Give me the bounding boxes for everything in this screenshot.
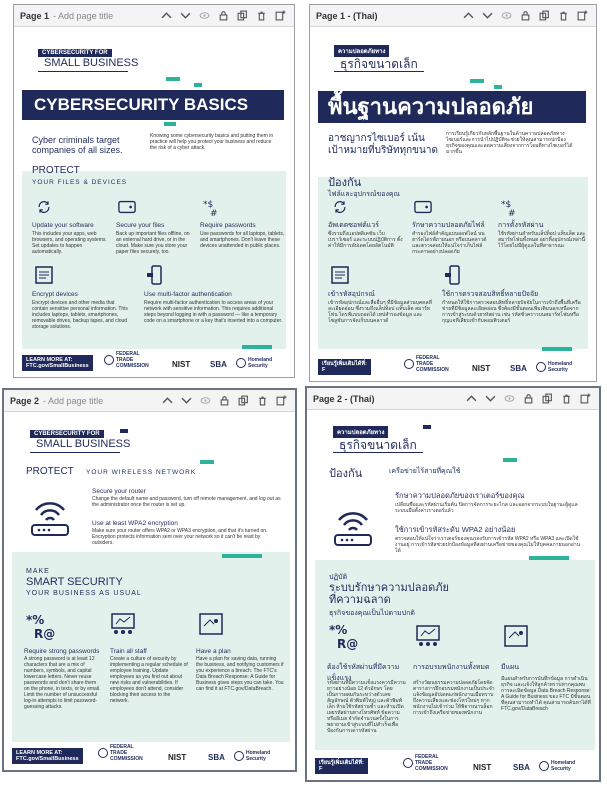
dhs-seal-icon: [536, 362, 546, 372]
item-text: สร้างวัฒนธรรมความปลอดภัยโดยจัดตารางการฝึกอบรมพนักงานเป็นประจำ แจ้งข้อมูลอัปเดตแก่พนักงานเมื่อทราบถึงความเสี่ยงและช่องโหว่ใหม่ๆ หากพนักงานไม่เข้าร่วม ให้พิจารณาบล็อกการเข้าถึงเครือข่ายของพนักงาน: [413, 680, 495, 716]
nist-logo: NIST: [473, 763, 492, 772]
document-page: [14, 27, 294, 377]
ftc-logo: FEDERAL TRADE COMMISSION: [403, 754, 455, 772]
trash-icon[interactable]: [558, 391, 574, 407]
protect-heading: ป้องกัน: [328, 177, 362, 189]
svg-text:R@: R@: [337, 637, 359, 650]
lock-icon[interactable]: [520, 391, 536, 407]
trash-icon[interactable]: [253, 8, 269, 24]
copy-icon[interactable]: [235, 393, 251, 409]
eye-icon[interactable]: [498, 8, 514, 24]
item-heading: รักษาความปลอดภัยไฟล์: [412, 222, 485, 229]
accent-bar: [529, 556, 569, 560]
strong-password-icon: [26, 610, 66, 640]
panel-header: [4, 390, 295, 412]
accent-bar: [194, 83, 202, 87]
tag-small: ความปลอดภัยทาง: [334, 45, 389, 57]
item-heading: การตั้งรหัสผ่าน: [498, 222, 544, 229]
svg-text:*$: *$: [501, 200, 512, 210]
panel-header: [310, 5, 596, 27]
router-heading: Secure your router: [92, 488, 146, 495]
password-icon: [202, 197, 224, 217]
panel-subtitle[interactable]: - Add page title: [43, 395, 104, 406]
accent-bar: [222, 554, 262, 558]
wireless-heading: เครือข่ายไร้สายที่คุณใช้: [389, 468, 461, 475]
tag-small: ความปลอดภัยทาง: [333, 426, 388, 438]
lock-icon[interactable]: [216, 393, 232, 409]
panel-title: Page 1: [20, 10, 50, 21]
wpa-text: Make sure your router offers WPA2 or WPA3 encryption, and that it's turned on. Encryption protects information sent over your network so it can't be read by outsiders.: [92, 528, 268, 546]
item-heading: Encrypt devices: [32, 291, 78, 298]
footer: [307, 754, 599, 780]
router-icon: [28, 498, 72, 536]
item-text: กำหนดให้ใช้การตรวจสอบสิทธิ์หลายปัจจัยในการเข้าถึงพื้นที่เครือข่ายที่มีข้อมูลละเอียดอ่อน ซึ่งต้องมีขั้นตอนเพิ่มเติมนอกเหนือจากการเข้าสู่ระบบด้วยรหัสผ่าน เช่น รหัสชั่วคราวบนสมาร์ทโฟนหรือกุญแจที่เสียบเข้ากับคอมพิวเตอร์: [442, 300, 581, 324]
ftc-logo: FEDERAL TRADE COMMISSION: [98, 744, 150, 762]
train-staff-icon: [110, 612, 136, 638]
page-panel-1-th[interactable]: [309, 4, 597, 382]
router-heading: รักษาความปลอดภัยของเราเตอร์ของคุณ: [395, 491, 525, 500]
item-heading: ใช้การตรวจสอบสิทธิ์หลายปัจจัย: [442, 291, 539, 298]
hard-drive-icon: [414, 199, 432, 215]
ftc-seal-icon: [98, 748, 108, 758]
ftc-logo: FEDERAL TRADE COMMISSION: [104, 351, 156, 369]
router-icon: [331, 508, 375, 546]
svg-text:#: #: [508, 209, 516, 217]
ftc-logo: FEDERAL TRADE COMMISSION: [404, 355, 456, 373]
learn-more-url: F: [322, 367, 326, 373]
plan-icon: [198, 612, 224, 638]
make-label: ปฏิบัติ: [329, 574, 348, 581]
tag-underline: [38, 71, 128, 72]
tag-big: SMALL BUSINESS: [36, 438, 131, 450]
lock-icon[interactable]: [215, 8, 231, 24]
intro-heading: Cyber criminals target companies of all sizes.: [32, 135, 123, 155]
learn-more-box[interactable]: [315, 758, 368, 774]
tag-big: SMALL BUSINESS: [44, 57, 139, 69]
chevron-up-icon[interactable]: [460, 8, 476, 24]
chevron-down-icon[interactable]: [178, 393, 194, 409]
accent-bar: [503, 458, 517, 462]
smartphone-icon: [146, 265, 166, 285]
add-page-icon[interactable]: [574, 8, 590, 24]
dhs-logo: Homeland Security: [536, 361, 582, 373]
learn-more-label: เรียนรู้เพิ่มเติมได้ที่:: [319, 760, 364, 766]
learn-more-box[interactable]: [12, 748, 83, 764]
item-heading: Secure your files: [116, 222, 165, 229]
sba-logo: SBA: [210, 360, 227, 369]
svg-text:*%: *%: [26, 613, 45, 627]
copy-icon[interactable]: [536, 8, 552, 24]
item-text: Encrypt devices and other media that contain sensitive personal information. This includes laptops, tablets, smartphones, removable drives, backup tapes, and cloud storage solutions.: [32, 300, 128, 330]
intro-heading: อาชญากรไซเบอร์ เน้นเป้าหมายที่บริษัททุกขนาด: [328, 133, 438, 156]
accent-bar: [470, 79, 484, 83]
panel-title: Page 2 - (Thai): [313, 393, 375, 404]
item-text: ซึ่งรวมถึงแอปพลิเคชัน เว็บเบราว์เซอร์ และระบบปฏิบัติการ ตั้งค่าให้มีการอัปเดตโดยอัตโนมัติ: [328, 231, 403, 249]
item-text: Create a culture of security by implementing a regular schedule of employee training. Update employees as you find out about new risks and vulnerabilities. If employees don't attend, consider blocking their access to the network.: [110, 656, 188, 704]
accent-bar: [542, 347, 572, 351]
protect-heading: PROTECT: [26, 466, 74, 477]
item-text: มีแผนสำหรับการบันทึกข้อมูล การดำเนินธุรกิจ และแจ้งให้ลูกค้าทราบหากคุณพบการละเมิดข้อมูล Data Breach Response: A Guide for Business ของ FTC มีขั้นตอนที่คุณสามารถทำได้ คุณสามารถค้นหาได้ที่ FTC.gov/DataBreach: [501, 676, 591, 712]
page-panel-2-en[interactable]: [2, 388, 297, 772]
ftc-seal-icon: [404, 359, 414, 369]
tag-big: ธุรกิจขนาดเล็ก: [340, 57, 418, 71]
item-heading: เข้ารหัสอุปกรณ์: [328, 291, 375, 298]
tag-big: ธุรกิจขนาดเล็ก: [339, 438, 417, 452]
ftc-seal-icon: [403, 758, 413, 768]
item-heading: การอบรมพนักงานทั้งหมด: [413, 664, 490, 671]
learn-more-url: F: [319, 766, 323, 772]
tag-small: CYBERSECURITY FOR: [30, 430, 104, 438]
usual-heading: YOUR BUSINESS AS USUAL: [26, 590, 142, 597]
router-text: เปลี่ยนชื่อและรหัสผ่านเริ่มต้น ปิดการจัดการระยะไกล และออกจากระบบในฐานะผู้ดูแลระบบเมื่อตั้งค่าเราเตอร์แล้ว: [395, 502, 578, 514]
footer: [14, 351, 294, 377]
eye-icon[interactable]: [197, 393, 213, 409]
panel-subtitle[interactable]: - Add page title: [53, 10, 114, 21]
tag-small: CYBERSECURITY FOR: [38, 49, 112, 57]
dhs-seal-icon: [539, 761, 549, 771]
item-heading: มีแผน: [501, 664, 520, 671]
accent-bar: [200, 460, 214, 464]
dhs-seal-icon: [234, 751, 244, 761]
item-text: A strong password is at least 12 characters that are a mix of numbers, symbols, and capital lowercase letters. Never reuse passwords and don't share them on the phone, in texts, or by email. Limit the number of unsuccessful log-in attempts to limit password-guessing attacks.: [24, 656, 101, 710]
smartphone-icon: [444, 265, 464, 285]
document-page: [307, 410, 599, 780]
item-heading: Have a plan: [196, 648, 231, 655]
learn-more-label: เรียนรู้เพิ่มเติมได้ที่:: [322, 361, 367, 367]
accent-bar: [423, 425, 431, 429]
learn-more-url: FTC.gov/SmallBusiness: [26, 363, 89, 369]
make-label: MAKE: [26, 568, 50, 575]
add-page-icon[interactable]: [273, 393, 289, 409]
copy-icon[interactable]: [234, 8, 250, 24]
protect-heading: PROTECT: [32, 165, 80, 176]
learn-more-box[interactable]: [22, 355, 93, 371]
nist-logo: NIST: [472, 364, 491, 373]
learn-more-label: LEARN MORE AT:: [26, 357, 73, 363]
learn-more-url: FTC.gov/SmallBusiness: [16, 756, 79, 762]
refresh-icon: [332, 199, 348, 215]
eye-icon[interactable]: [501, 391, 517, 407]
files-devices-heading: YOUR FILES & DEVICES: [32, 179, 128, 186]
ftc-seal-icon: [104, 355, 114, 365]
panel-title: Page 2: [10, 395, 40, 406]
svg-text:*$: *$: [203, 200, 214, 210]
svg-text:*%: *%: [329, 623, 348, 637]
item-heading: Use multi-factor authentication: [144, 291, 232, 298]
trash-icon[interactable]: [555, 8, 571, 24]
plan-icon: [503, 624, 529, 650]
accent-bar: [164, 122, 176, 126]
item-text: Require multi-factor authentication to access areas of your network with sensitive information. This requires additional steps beyond logging in with a password — like a temporary code on a smartphone or a key that's inserted into a computer.: [144, 300, 283, 324]
encrypt-device-icon: [34, 265, 54, 285]
wpa-heading: ใช้การเข้ารหัสระดับ WPA2 อย่างน้อย: [395, 525, 516, 534]
sba-logo: SBA: [513, 763, 530, 772]
chevron-up-icon[interactable]: [158, 8, 174, 24]
strong-password-icon: [329, 620, 369, 650]
usual-heading: ธุรกิจของคุณเป็นไปตามปกติ: [329, 610, 415, 617]
wpa-heading: Use at least WPA2 encryption: [92, 520, 178, 527]
intro-text: Knowing some cybersecurity basics and putting them in practice will help you protect your business and reduce the risk of a cyber attack.: [150, 133, 274, 151]
item-text: เข้ารหัสอุปกรณ์และสื่ออื่นๆ ที่มีข้อมูลส่วนบุคคลที่ละเอียดอ่อน ซึ่งรวมถึงแล็ปท็อป แท็บเล็ต สมาร์ทโฟน ไดรฟ์แบบถอดได้ เทปสำรองข้อมูล และโซลูชันการจัดเก็บบนคลาวด์: [328, 300, 432, 324]
copy-icon[interactable]: [539, 391, 555, 407]
item-text: สำรองไฟล์สำคัญแบบออฟไลน์ บนฮาร์ดไดรฟ์ภายนอก หรือบนคลาวด์ และตรวจสอบให้แน่ใจว่าเก็บไฟล์กระดาษอย่างปลอดภัย: [412, 231, 487, 255]
sba-logo: SBA: [208, 753, 225, 762]
item-text: Use passwords for all laptops, tablets, and smartphones. Don't leave these devices unattended in public places.: [200, 231, 285, 249]
item-heading: อัพเดตซอฟต์แวร์: [328, 222, 379, 229]
protect-heading: ป้องกัน: [329, 468, 363, 480]
chevron-down-icon[interactable]: [482, 391, 498, 407]
item-text: ใช้รหัสผ่านสำหรับแล็ปท็อป แท็บเล็ต และสมาร์ทโฟนทั้งหมด อย่าทิ้งอุปกรณ์เหล่านี้ไว้โดยไม่มีผู้ดูแลในที่สาธารณะ: [498, 231, 586, 249]
learn-more-label: LEARN MORE AT:: [16, 750, 63, 756]
encrypt-device-icon: [330, 265, 350, 285]
document-page: [310, 27, 596, 381]
nist-logo: NIST: [168, 753, 187, 762]
router-text: Change the default name and password, turn off remote management, and log out as the administrator once the router is set up.: [92, 496, 281, 508]
item-heading: Update your software: [32, 222, 94, 229]
svg-text:R@: R@: [34, 627, 56, 640]
panel-header: [307, 388, 599, 410]
item-text: Have a plan for saving data, running the business, and notifying customers if you experience a breach. The FTC's Data Breach Response: A Guide for Business gives steps you can take. You can find it at FTC.gov/DataBreach.: [196, 656, 284, 692]
intro-text: การเรียนรู้เกี่ยวกับหลักพื้นฐานในด้านความปลอดภัยทางไซเบอร์และการนำไปปฏิบัติจะช่วยให้คุณสามารถปกป้องธุรกิจของคุณและลดความเสี่ยงจากการโจมตีทางไซเบอร์ได้มากขึ้น: [446, 131, 573, 155]
banner-title: CYBERSECURITY BASICS: [22, 90, 284, 120]
footer: [4, 744, 295, 770]
accent-bar: [494, 85, 502, 89]
files-devices-heading: ไฟล์และอุปกรณ์ของคุณ: [328, 191, 401, 198]
svg-text:#: #: [210, 209, 218, 217]
dhs-logo: Homeland Security: [234, 750, 280, 762]
page-panel-1-en[interactable]: [13, 4, 295, 378]
wireless-heading: YOUR WIRELESS NETWORK: [86, 469, 197, 476]
lock-icon[interactable]: [517, 8, 533, 24]
smart-security-heading: SMART SECURITY: [26, 576, 123, 588]
refresh-icon: [36, 199, 52, 215]
tag-underline: [333, 452, 423, 453]
chevron-down-icon[interactable]: [479, 8, 495, 24]
nist-logo: NIST: [172, 360, 191, 369]
item-text: This includes your apps, web browsers, and operating systems. Set updates to happen automatically.: [32, 231, 107, 255]
item-heading: Require passwords: [200, 222, 256, 229]
dhs-seal-icon: [236, 358, 246, 368]
hard-drive-icon: [118, 199, 136, 215]
footer: [310, 355, 596, 381]
eye-icon[interactable]: [196, 8, 212, 24]
smart-security-heading: ระบบรักษาความปลอดภัยที่ความฉลาด: [329, 582, 449, 606]
chevron-up-icon[interactable]: [463, 391, 479, 407]
accent-bar: [166, 77, 180, 81]
panel-header: [14, 5, 294, 27]
accent-bar: [242, 345, 272, 349]
learn-more-box[interactable]: [318, 359, 371, 375]
item-text: รหัสผ่านที่มีความแข็งแรงควรมีความยาวอย่างน้อย 12 ตัวอักษร โดยเป็นการผสมกันระหว่างตัวเลข สัญลักษณ์ ตัวพิมพ์ใหญ่ และตัวพิมพ์เล็ก ห้ามใช้รหัสผ่านซ้ำ และห้ามเปิดเผยรหัสผ่านทางโทรศัพท์ ข้อความ หรืออีเมล จำกัดจำนวนครั้งในการพยายามเข้าสู่ระบบที่ไม่สำเร็จเพื่อป้องกันการเดารหัสผ่าน: [327, 680, 406, 734]
chevron-down-icon[interactable]: [177, 8, 193, 24]
tag-underline: [334, 71, 424, 72]
document-page: [4, 412, 295, 770]
trash-icon[interactable]: [254, 393, 270, 409]
wpa-text: ตรวจสอบให้แน่ใจว่าเราเตอร์ของคุณรองรับการเข้ารหัส WPA2 หรือ WPA3 และเปิดใช้งานอยู่ การเข้ารหัสช่วยปกป้องข้อมูลที่ส่งผ่านเครือข่ายของคุณไม่ให้บุคคลภายนอกอ่านได้: [395, 536, 581, 554]
tag-underline: [30, 452, 120, 453]
dhs-logo: Homeland Security: [236, 357, 282, 369]
panel-title: Page 1 - (Thai): [316, 10, 378, 21]
dhs-logo: Homeland Security: [539, 760, 585, 772]
page-panel-2-th[interactable]: [305, 386, 601, 782]
train-staff-icon: [415, 624, 441, 650]
item-text: Back up important files offline, on an external hard drive, or in the cloud. Make sure you store your paper files securely, too.: [116, 231, 190, 255]
banner-title: พื้นฐานความปลอดภัย: [318, 91, 586, 123]
password-icon: [500, 197, 522, 217]
item-heading: ต้องใช้รหัสผ่านที่มีความแข็งแรง: [327, 664, 400, 682]
chevron-up-icon[interactable]: [159, 393, 175, 409]
accent-bar: [120, 429, 128, 433]
item-heading: Require strong passwords: [24, 648, 100, 655]
sba-logo: SBA: [510, 364, 527, 373]
add-page-icon[interactable]: [577, 391, 593, 407]
item-heading: Train all staff: [110, 648, 147, 655]
add-page-icon[interactable]: [272, 8, 288, 24]
